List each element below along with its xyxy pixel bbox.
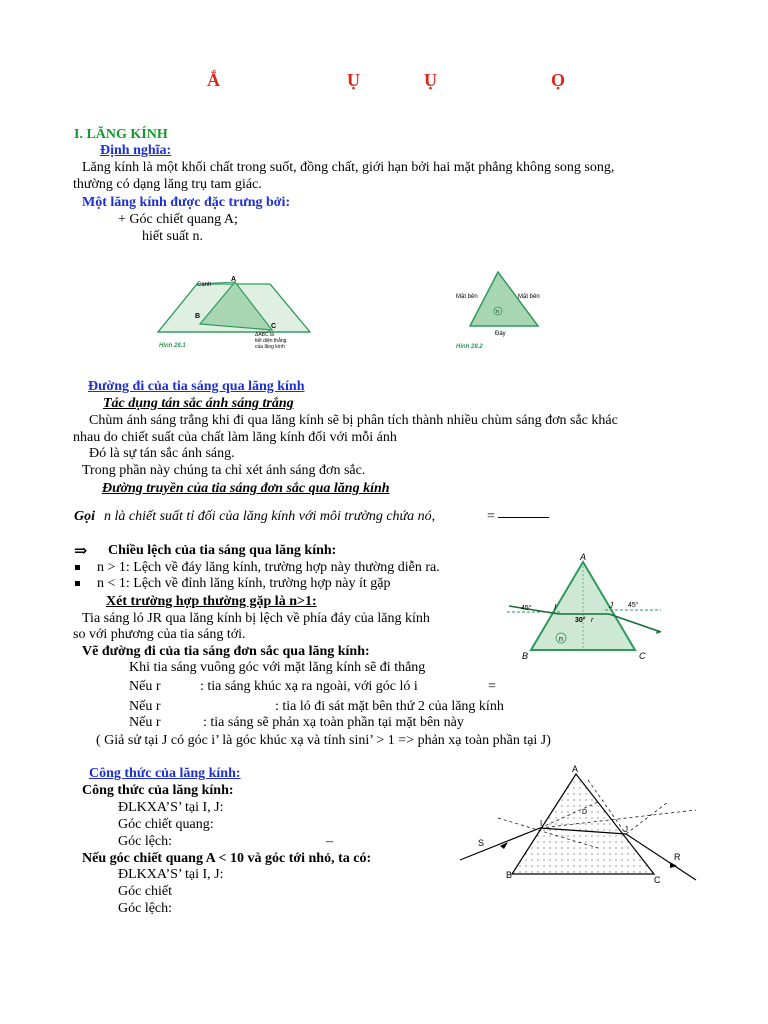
formula-heading: Công thức của lăng kính:	[89, 766, 241, 781]
fig3-label-j: J	[609, 601, 613, 610]
fig1-label-abc-1: ΔABC là	[255, 332, 274, 338]
small-angle-deviation: Góc lệch:	[118, 901, 173, 916]
fig2-label-right-face: Mặt bên	[518, 294, 540, 300]
dispersion-definition: Đó là sự tán sắc ánh sáng.	[89, 446, 235, 461]
common-case-line-2: so với phương của tia sáng tới.	[73, 627, 246, 642]
relative-index-definition: n là chiết suất tỉ đối của lăng kính với môi trường chứa nó,	[104, 509, 436, 524]
fig3-label-c: C	[639, 651, 646, 661]
let-label: Gọi	[74, 509, 95, 524]
fig1-caption: Hình 28.1	[159, 343, 186, 349]
definition-line-2: thường có dạng lăng trụ tam giác.	[73, 177, 262, 192]
figure-prism-cross-section	[452, 266, 552, 354]
fig4-label-s: S	[478, 838, 485, 848]
light-path-heading: Đường đi của tia sáng qua lăng kính	[88, 379, 305, 394]
perpendicular-ray-note: Khi tia sáng vuông góc với mặt lăng kính sẽ đi thẳng	[129, 660, 426, 675]
fig1-label-a: A	[231, 276, 237, 283]
case-1-text: : tia sáng khúc xạ ra ngoài, với góc ló i	[200, 679, 418, 694]
relative-index-equals: =	[487, 509, 495, 524]
fig3-label-i: I	[554, 603, 557, 612]
total-reflection-note: ( Giả sử tại J có góc i’ là góc khúc xạ và tính sini’ > 1 => phản xạ toàn phần tại J)	[96, 733, 551, 748]
fig1-label-b: B	[195, 313, 201, 320]
small-angle-heading: Nếu góc chiết quang A < 10 và góc tới nhỏ, ta có:	[82, 851, 372, 866]
draw-path-heading: Vẽ đường đi của tia sáng đơn sắc qua lăng kính:	[82, 644, 370, 659]
fig3-angle-30: 30°	[575, 617, 586, 624]
fig1-label-c: C	[271, 323, 277, 330]
fig3-label-b: B	[522, 651, 529, 661]
figure-prism-ray-deviation	[505, 552, 663, 664]
deviation-case-less: n < 1: Lệch về đỉnh lăng kính, trường hợp này ít gặp	[97, 576, 391, 591]
title-letter-3: Ụ	[424, 70, 437, 90]
fig4-label-d: D	[582, 809, 588, 816]
fig4-label-a: A	[572, 764, 579, 774]
title-letter-2: Ụ	[347, 70, 360, 90]
figure-prism-formula	[458, 762, 698, 887]
characteristic-index: hiết suất n.	[142, 229, 204, 244]
common-case-heading: Xét trường hợp thường gặp là n>1:	[106, 594, 317, 609]
formula-subheading: Công thức của lăng kính:	[82, 783, 234, 798]
dispersion-subheading: Tác dụng tán sắc ánh sáng trắng	[103, 396, 294, 411]
definition-label: Định nghĩa:	[100, 143, 172, 158]
deviation-case-greater: n > 1: Lệch về đáy lăng kính, trường hợp này thường diễn ra.	[97, 560, 440, 575]
common-case-line-1: Tia sáng ló JR qua lăng kính bị lệch về phía đáy của lăng kính	[82, 611, 430, 626]
bullet-2	[75, 581, 80, 586]
monochromatic-note: Trong phần này chúng ta chỉ xét ánh sáng đơn sắc.	[82, 463, 366, 478]
fig2-label-n: n	[496, 309, 499, 315]
monochromatic-path-subheading: Đường truyền của tia sáng đơn sắc qua lăng kính	[102, 481, 390, 496]
bullet-1	[75, 565, 80, 570]
fig1-label-edge: Cạnh	[197, 282, 212, 288]
fig3-angle-incident: 45°	[521, 605, 532, 612]
formula-snell-line: ĐLKXA’S’ tại I, J:	[118, 800, 224, 815]
fig1-label-abc-3: của lăng kính	[255, 344, 285, 350]
deviation-heading: Chiều lệch của tia sáng qua lăng kính:	[108, 543, 337, 558]
fig4-label-b: B	[506, 870, 513, 880]
case-2-if: Nếu r	[129, 699, 161, 714]
dispersion-line-1: Chùm ánh sáng trắng khi đi qua lăng kính sẽ bị phân tích thành nhiều chùm sáng đơn sắc khác	[89, 413, 618, 428]
fig3-label-n: n	[559, 636, 563, 643]
fig4-label-c: C	[654, 875, 661, 885]
fig3-angle-emergent: 45°	[628, 602, 639, 609]
small-angle-apex: Góc chiết	[118, 884, 173, 899]
formula-apex-angle: Góc chiết quang:	[118, 817, 214, 832]
fig3-label-r: r	[591, 617, 594, 624]
case-3-text: : tia sáng sẽ phản xạ toàn phần tại mặt bên này	[203, 715, 464, 730]
implies-arrow: ⇒	[74, 543, 88, 560]
case-1-if: Nếu r	[129, 679, 161, 694]
title-letter-4: Ọ	[551, 70, 566, 90]
section-heading-prism: I. LĂNG KÍNH	[74, 127, 168, 142]
case-1-equals: =	[488, 679, 496, 694]
fig4-label-i: I	[540, 819, 543, 828]
characteristics-label: Một lăng kính được đặc trưng bởi:	[82, 195, 291, 210]
case-3-if: Nếu r	[129, 715, 161, 730]
fraction-bar	[498, 517, 549, 518]
fig2-label-left-face: Mặt bên	[456, 294, 478, 300]
fig1-label-abc-2: tiết diện thẳng	[255, 338, 287, 344]
figure-prism-3d	[155, 272, 345, 352]
definition-line-1: Lăng kính là một khối chất trong suốt, đồng chất, giới hạn bởi hai mặt phẳng không song song,	[82, 160, 615, 175]
small-angle-snell-line: ĐLKXA’S’ tại I, J:	[118, 867, 224, 882]
case-2-text: : tia ló đi sát mặt bên thứ 2 của lăng kính	[275, 699, 504, 714]
title-letter-1: Ắ	[207, 70, 220, 90]
fig4-label-r: R	[674, 852, 681, 862]
fig4-label-j: J	[624, 825, 628, 834]
formula-deviation-minus: –	[326, 834, 333, 849]
fig2-caption: Hình 28.2	[456, 344, 483, 350]
formula-deviation: Góc lệch:	[118, 834, 173, 849]
dispersion-line-2: nhau do chiết suất của chất làm lăng kính đối với mỗi ánh	[73, 430, 397, 445]
fig3-label-a: A	[580, 552, 587, 562]
characteristic-apex-angle: + Góc chiết quang A;	[118, 212, 238, 227]
fig2-label-base: Đáy	[495, 331, 506, 337]
